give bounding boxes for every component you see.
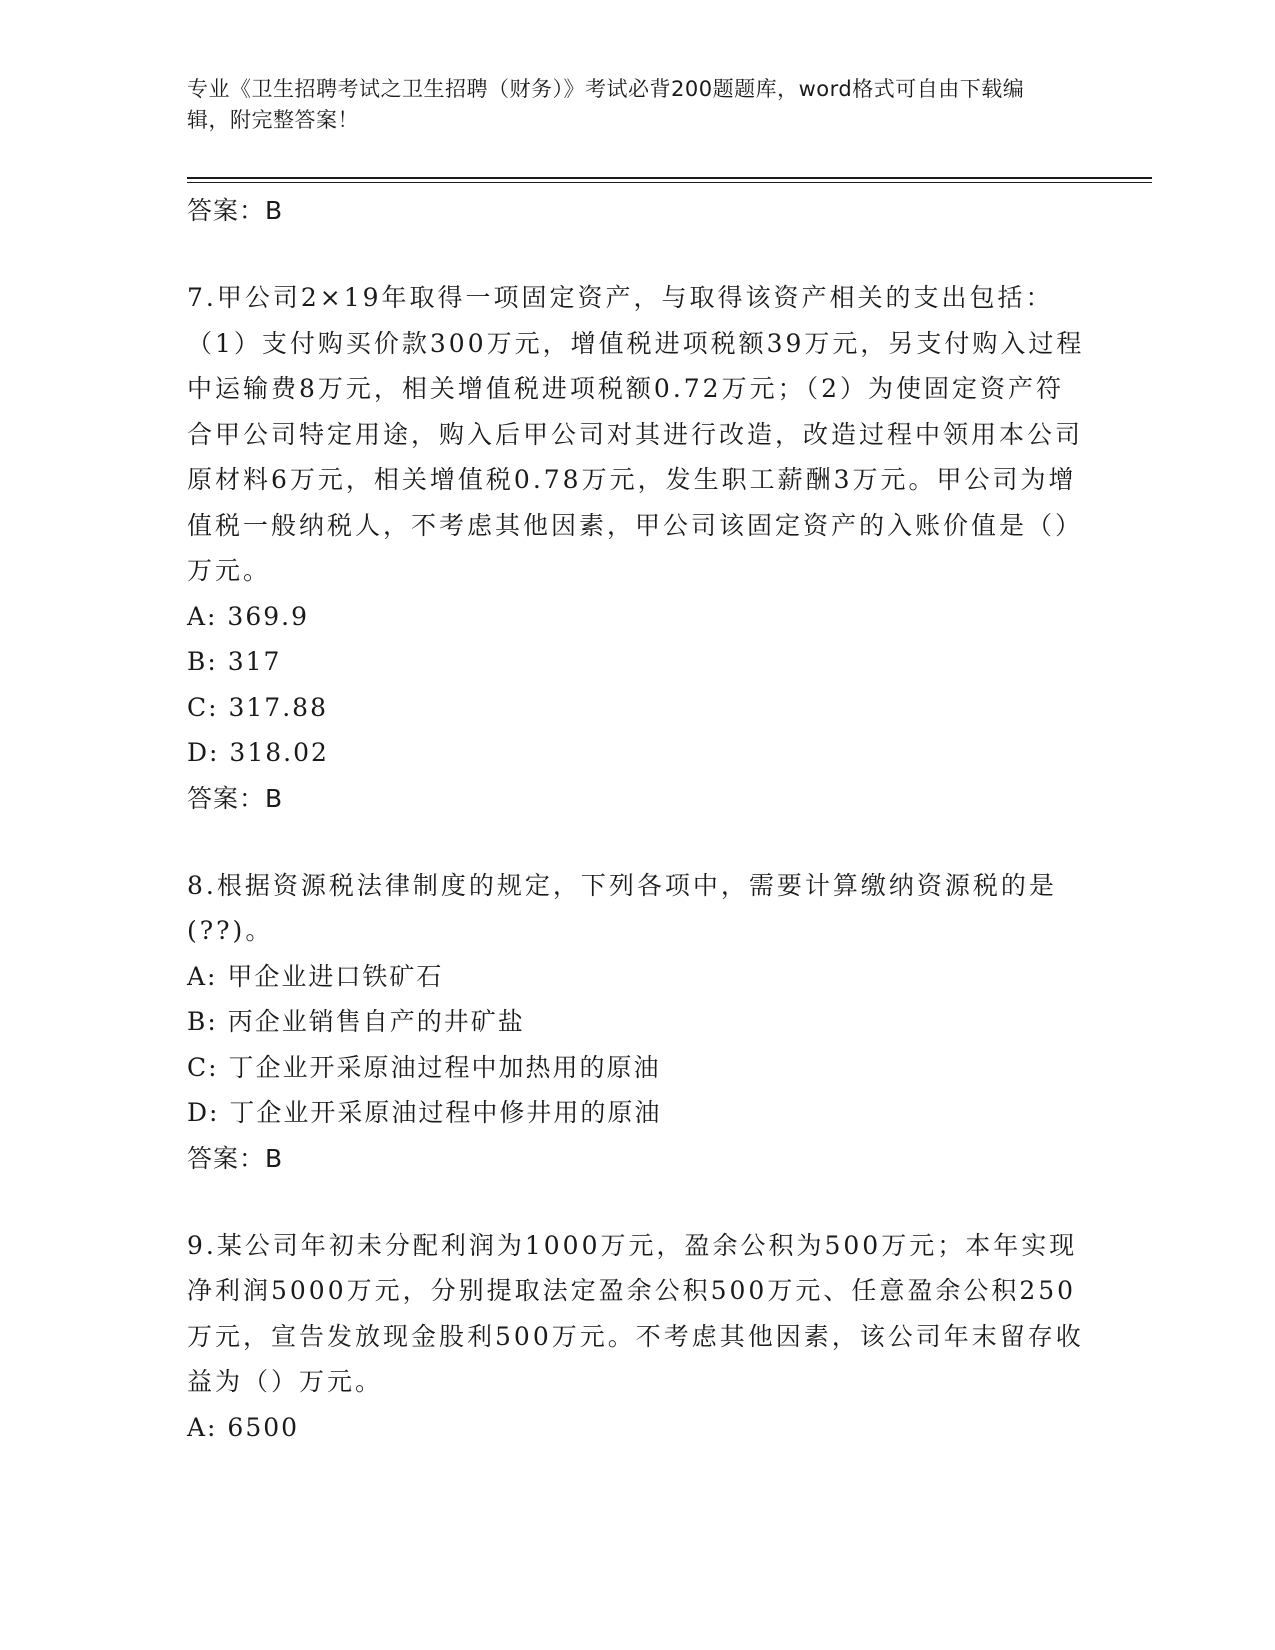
option-c: C: 丁企业开采原油过程中加热用的原油	[187, 1052, 661, 1082]
question-block-7	[187, 275, 1087, 822]
header-rule-thick	[187, 177, 1152, 179]
option-b: B: 丙企业销售自产的井矿盐	[187, 1007, 525, 1036]
spacer	[187, 1182, 1087, 1223]
question-block-9	[187, 1223, 1087, 1451]
spacer	[187, 822, 1087, 863]
option-a: A: 369.9	[187, 601, 309, 631]
answer-label: 答案：B	[187, 783, 284, 813]
answer-label: 答案：B	[187, 1143, 284, 1173]
option-c: C: 317.88	[187, 692, 328, 722]
option-a: A: 6500	[187, 1412, 300, 1442]
option-a: A: 甲企业进口铁矿石	[187, 961, 444, 991]
page-header: 专业《卫生招聘考试之卫生招聘（财务）》考试必背200题题库，word格式可自由下载编辑，附完整答案！	[187, 77, 1025, 132]
option-d: D: 318.02	[187, 738, 329, 767]
document-content	[187, 188, 1087, 1450]
header-rule-thin	[187, 182, 1152, 183]
question-text: 9.某公司年初未分配利润为1000万元，盈余公积为500万元；本年实现净利润5000万元，分别提取法定盈余公积500万元、任意盈余公积250万元，宣告发放现金股利500万元。不考虑其他因素，该公司年末留存收益为（）万元。	[187, 1230, 1084, 1396]
option-d: D: 丁企业开采原油过程中修井用的原油	[187, 1098, 662, 1127]
option-b: B: 317	[187, 647, 282, 676]
spacer	[187, 234, 1087, 275]
question-text: 8.根据资源税法律制度的规定，下列各项中，需要计算缴纳资源税的是(??)。	[187, 870, 1057, 945]
answer-label: 答案：B	[187, 196, 284, 225]
question-text: 7.甲公司2×19年取得一项固定资产，与取得该资产相关的支出包括：（1）支付购买价款300万元，增值税进项税额39万元，另支付购入过程中运输费8万元，相关增值税进项税额0.72万元；（2）为使固定资产符合甲公司特定用途，购入后甲公司对其进行改造，改造过程中领用本公司原材料6万元，相关增值税0.78万元，发生职工薪酬3万元。甲公司为增值税一般纳税人，不考虑其他因素，甲公司该固定资产的入账价值是（）万元。	[187, 283, 1085, 585]
question-block-8	[187, 863, 1087, 1182]
